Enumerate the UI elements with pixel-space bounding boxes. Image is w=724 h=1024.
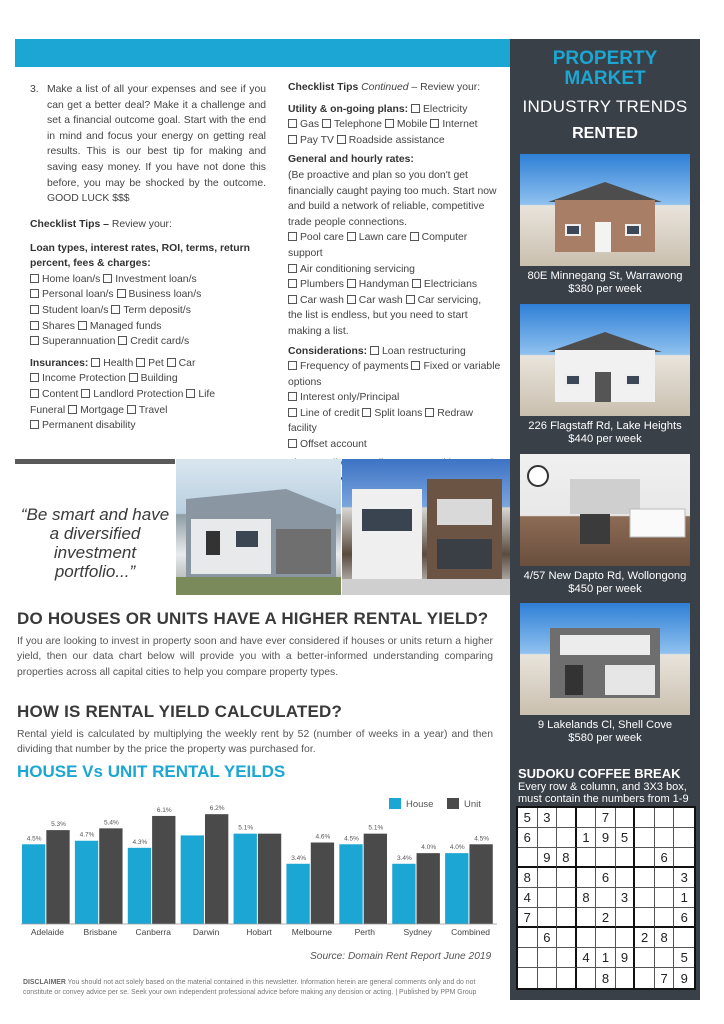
- category-label: Darwin: [192, 927, 220, 937]
- checkbox[interactable]: [30, 274, 39, 283]
- checkbox[interactable]: [30, 289, 39, 298]
- property-photo: [520, 603, 690, 715]
- sudoku-cell[interactable]: [557, 968, 577, 988]
- sudoku-cell[interactable]: [557, 928, 577, 948]
- checkbox[interactable]: [288, 279, 297, 288]
- sudoku-cell[interactable]: [616, 808, 636, 828]
- sudoku-cell[interactable]: [577, 928, 597, 948]
- tip-item-3: [30, 82, 266, 207]
- data-label: 4.5%: [26, 835, 42, 843]
- category-label: Perth: [354, 927, 375, 937]
- sudoku-cell[interactable]: [635, 908, 655, 928]
- sudoku-cell[interactable]: [616, 908, 636, 928]
- sudoku-grid[interactable]: [516, 806, 696, 990]
- sudoku-cell[interactable]: 9: [680, 970, 688, 986]
- disclaimer: DISCLAIMER You should not act solely based on the material contained in this newsletter. Information herein are general comments only and do not constitute or convey advice per se. Seek your own independent professional advice before making any decision or acting. | Published by PPM Group: [23, 979, 477, 996]
- bar-unit-melbourne: [311, 843, 334, 924]
- tip-text: Make a list of all your expenses and see if you can get a better deal? Make it a challenge and set a financial outcome goal. Start with the end in mind and focus your energy on getting real results. This is our best tip for making and saving easy money. If you have not done this before, you may be shocked by the outcome. GOOD LUCK $$$: [47, 84, 266, 205]
- checkbox[interactable]: [385, 119, 394, 128]
- property-caption: 9 Lakelands Cl, Shell Cove $580 per week: [537, 719, 673, 744]
- property-caption: 4/57 New Dapto Rd, Wollongong $450 per week: [523, 570, 687, 595]
- sudoku-cell[interactable]: 8: [655, 928, 675, 948]
- checkbox[interactable]: [127, 405, 136, 414]
- data-label: 5.1%: [238, 824, 254, 832]
- property-card: [520, 603, 690, 745]
- data-label: 4.7%: [79, 831, 95, 839]
- checkbox[interactable]: [430, 119, 439, 128]
- checkbox[interactable]: [111, 305, 120, 314]
- data-label: 4.0%: [421, 844, 437, 852]
- data-label: 3.4%: [291, 854, 307, 862]
- checkbox[interactable]: [412, 279, 421, 288]
- sudoku-cell[interactable]: 6: [538, 928, 558, 948]
- sudoku-cell[interactable]: [635, 968, 655, 988]
- considerations-list: Considerations: Loan restructuring Frequency of payments Fixed or variable options Interest only/Principal Line of credit Split loans Redraw facility Offset account: [288, 345, 501, 451]
- checkbox[interactable]: [118, 336, 127, 345]
- sudoku-cell[interactable]: 1: [674, 888, 694, 908]
- sudoku-cell[interactable]: [518, 948, 538, 968]
- checkbox[interactable]: [347, 232, 356, 241]
- sudoku-cell[interactable]: [635, 848, 655, 868]
- checkbox[interactable]: [30, 336, 39, 345]
- bar-unit-brisbane: [99, 828, 122, 924]
- checkbox[interactable]: [30, 321, 39, 330]
- data-label: 5.4%: [103, 819, 119, 827]
- sudoku-cell[interactable]: [538, 908, 558, 928]
- property-card: [520, 304, 690, 446]
- checkbox[interactable]: [288, 264, 297, 273]
- bar-unit-darwin: [205, 814, 228, 924]
- sudoku-cell[interactable]: [577, 968, 597, 988]
- sudoku-cell[interactable]: [635, 888, 655, 908]
- sudoku-cell[interactable]: [557, 888, 577, 908]
- bar-unit-sydney: [417, 853, 440, 924]
- checkbox[interactable]: [186, 389, 195, 398]
- bar-unit-canberra: [152, 816, 175, 924]
- sudoku-cell[interactable]: [616, 968, 636, 988]
- sudoku-cell[interactable]: [674, 808, 694, 828]
- sudoku-cell[interactable]: 2: [635, 928, 655, 948]
- bar-house-combined: [445, 853, 468, 924]
- section2-text: Rental yield is calculated by multiplying the weekly rent by 52 (number of weeks in a year) and then dividing that number by the price the property was purchased for.: [17, 729, 493, 756]
- category-label: Adelaide: [30, 927, 64, 937]
- sudoku-cell[interactable]: [655, 908, 675, 928]
- top-accent-bar: [15, 39, 510, 67]
- property-caption: 226 Flagstaff Rd, Lake Heights $440 per week: [528, 420, 682, 445]
- checkbox[interactable]: [411, 361, 420, 370]
- checkbox[interactable]: [370, 346, 379, 355]
- sudoku-cell[interactable]: [557, 868, 577, 888]
- checkbox[interactable]: [288, 392, 297, 401]
- sudoku-cell[interactable]: [577, 868, 597, 888]
- sidebar: [510, 39, 700, 1000]
- rental-yield-chart: [15, 786, 503, 938]
- category-label: Melbourne: [291, 927, 332, 937]
- data-label: 4.3%: [132, 838, 148, 846]
- checkbox[interactable]: [347, 279, 356, 288]
- property-photo: [520, 304, 690, 416]
- checkbox[interactable]: [103, 274, 112, 283]
- sudoku-cell[interactable]: [674, 828, 694, 848]
- sidebar-title: PROPERTY MARKET: [552, 48, 658, 89]
- data-label: 4.6%: [315, 833, 331, 841]
- bar-house-melbourne: [286, 864, 309, 924]
- sudoku-cell[interactable]: 3: [538, 808, 558, 828]
- sudoku-cell[interactable]: 6: [518, 828, 538, 848]
- sudoku-cell[interactable]: [518, 968, 538, 988]
- checkbox[interactable]: [410, 232, 419, 241]
- sudoku-cell[interactable]: 5: [616, 828, 636, 848]
- bar-house-adelaide: [22, 844, 45, 924]
- sudoku-cell[interactable]: 8: [518, 868, 538, 888]
- category-label: Combined: [451, 927, 490, 937]
- data-label: 6.1%: [156, 806, 172, 814]
- property-card: [520, 154, 690, 296]
- general-text: (Be proactive and plan so you don't get financially caught paying too much. Start now and build a network of reliable, competitive trade people connections.: [288, 169, 497, 228]
- sudoku-cell[interactable]: [655, 888, 675, 908]
- general-list: Pool care Lawn care Computer support Air conditioning servicing Plumbers Handyman Electricians Car wash Car wash Car servicing, the list is endless, but you need to start making a list.: [288, 232, 482, 337]
- sudoku-cell[interactable]: [518, 848, 538, 868]
- legend-swatch: [389, 798, 401, 809]
- sudoku-cell[interactable]: [655, 808, 675, 828]
- sudoku-cell[interactable]: 3: [674, 868, 694, 888]
- sudoku-title: SUDOKU COFFEE BREAK: [518, 766, 681, 781]
- property-photo: [520, 454, 690, 566]
- bar-house-hobart: [234, 834, 257, 924]
- property-photo: [520, 154, 690, 266]
- general-heading: General and hourly rates:: [288, 154, 414, 166]
- checkbox[interactable]: [347, 295, 356, 304]
- checkbox[interactable]: [337, 135, 346, 144]
- checkbox[interactable]: [362, 408, 371, 417]
- sudoku-cell[interactable]: [635, 808, 655, 828]
- bar-unit-combined: [469, 844, 492, 924]
- sudoku-cell[interactable]: [577, 908, 597, 928]
- sudoku-cell[interactable]: [674, 928, 694, 948]
- data-label: 6.2%: [209, 805, 225, 813]
- legend-swatch: [447, 798, 459, 809]
- checkbox[interactable]: [30, 420, 39, 429]
- sudoku-cell[interactable]: 4: [518, 888, 538, 908]
- data-label: 3.4%: [396, 854, 412, 862]
- sudoku-cell[interactable]: 8: [596, 968, 616, 988]
- bar-house-brisbane: [75, 841, 98, 924]
- checkbox[interactable]: [288, 232, 297, 241]
- sudoku-cell[interactable]: [635, 948, 655, 968]
- sudoku-cell[interactable]: 5: [674, 948, 694, 968]
- sudoku-cell[interactable]: [538, 868, 558, 888]
- sudoku-cell[interactable]: 7: [518, 908, 538, 928]
- sudoku-cell[interactable]: 9: [616, 948, 636, 968]
- checkbox[interactable]: [288, 361, 297, 370]
- sudoku-cell[interactable]: 1: [596, 948, 616, 968]
- data-label: 5.1%: [368, 824, 384, 832]
- category-label: Hobart: [246, 927, 272, 937]
- checkbox[interactable]: [411, 104, 420, 113]
- sudoku-cell[interactable]: 9: [538, 848, 558, 868]
- checkbox[interactable]: [406, 295, 415, 304]
- checklist-col2: Checklist Tips Continued – Review your: Utility & on-going plans: Electricity Gas Telephone Mobile Internet Pay TV Roadside assistance General and hourly rates: (Be proactive and plan so you don't get financially caught paying too much. Start now and build a network of reliable, competitive trade people connections. Pool care Lawn care Computer support Air conditioning servicing Plumbers Handyman Electricians Car wash Car wash Car servicing, the list is endless, but you need to start making a list. Considerations: Loan restructuring Frequency of payments Fixed or variable options Interest only/Principal Line of credit Split loans Redraw facility Offset account: [288, 80, 503, 483]
- category-label: Sydney: [403, 927, 432, 937]
- sudoku-cell[interactable]: [655, 828, 675, 848]
- checkbox[interactable]: [30, 305, 39, 314]
- sudoku-cell[interactable]: [538, 948, 558, 968]
- sudoku-cell[interactable]: [596, 848, 616, 868]
- sudoku-cell[interactable]: 6: [674, 908, 694, 928]
- sudoku-cell[interactable]: [538, 828, 558, 848]
- checkbox[interactable]: [78, 321, 87, 330]
- data-label: 5.3%: [51, 821, 66, 829]
- sudoku-cell[interactable]: [577, 808, 597, 828]
- sudoku-cell[interactable]: [655, 868, 675, 888]
- sudoku-cell[interactable]: 6: [596, 868, 616, 888]
- townhouse-photo: [342, 459, 510, 595]
- sudoku-cell[interactable]: 2: [596, 908, 616, 928]
- sudoku-cell[interactable]: [557, 908, 577, 928]
- house-photo: [176, 459, 341, 595]
- checkbox[interactable]: [425, 408, 434, 417]
- property-caption: 80E Minnegang St, Warrawong $380 per week: [527, 270, 683, 295]
- sudoku-cell[interactable]: [616, 928, 636, 948]
- checkbox[interactable]: [129, 373, 138, 382]
- sudoku-cell[interactable]: [538, 888, 558, 908]
- checkbox[interactable]: [167, 358, 176, 367]
- checkbox[interactable]: [81, 389, 90, 398]
- legend-label: Unit: [464, 799, 481, 810]
- checkbox[interactable]: [136, 358, 145, 367]
- divider-bar: [15, 459, 175, 464]
- legend-label: House: [406, 799, 434, 810]
- sudoku-cell[interactable]: [674, 848, 694, 868]
- sudoku-cell[interactable]: [635, 828, 655, 848]
- data-label: 4.0%: [449, 844, 465, 852]
- category-label: Canberra: [135, 927, 171, 937]
- pull-quote: “Be smart and have a diversified investment portfolio...”: [20, 505, 170, 581]
- bar-house-canberra: [128, 848, 151, 924]
- data-label: 4.5%: [344, 835, 359, 843]
- sudoku-cell[interactable]: [577, 848, 597, 868]
- checkbox[interactable]: [288, 408, 297, 417]
- bar-unit-hobart: [258, 834, 281, 924]
- sudoku-cell[interactable]: [557, 808, 577, 828]
- sudoku-description: Every row & column, and 3X3 box, must contain the numbers from 1-9: [518, 781, 689, 805]
- sudoku-cell[interactable]: [596, 928, 616, 948]
- checkbox[interactable]: [288, 135, 297, 144]
- sudoku-cell[interactable]: 8: [577, 888, 597, 908]
- property-card: [520, 454, 690, 596]
- bar-unit-adelaide: [46, 830, 69, 924]
- sudoku-cell[interactable]: [616, 868, 636, 888]
- sidebar-subtitle: INDUSTRY TRENDS: [522, 97, 688, 116]
- checkbox[interactable]: [322, 119, 331, 128]
- sudoku-cell[interactable]: 5: [518, 808, 538, 828]
- checkbox[interactable]: [68, 405, 77, 414]
- sudoku-cell[interactable]: [557, 948, 577, 968]
- sudoku-cell[interactable]: 8: [557, 848, 577, 868]
- section1-heading: DO HOUSES OR UNITS HAVE A HIGHER RENTAL YIELD?: [17, 609, 489, 628]
- bar-house-darwin: [181, 835, 204, 924]
- bar-house-perth: [339, 844, 362, 924]
- sudoku-cell[interactable]: [557, 828, 577, 848]
- checklist-col1: Checklist Tips – Review your: Loan types, interest rates, ROI, terms, return percent, fees & charges: Home loan/s Investment loan/s Personal loan/s Business loan/s Student loan/s Term deposit/s Shares Managed funds Superannuation Credit card/s Insurances: Health Pet Car Income Protection Building Content Landlord Protection Life Funeral Mortgage Travel Permanent disability: [30, 217, 270, 434]
- category-label: Brisbane: [83, 927, 118, 937]
- bar-unit-perth: [364, 834, 387, 924]
- sudoku-cell[interactable]: [635, 868, 655, 888]
- loans-list: Home loan/s Investment loan/s Personal loan/s Business loan/s Student loan/s Term deposit/s Shares Managed funds Superannuation Credit card/s: [30, 272, 270, 350]
- checkbox[interactable]: [30, 373, 39, 382]
- checkbox[interactable]: [30, 389, 39, 398]
- sudoku-cell[interactable]: 4: [577, 948, 597, 968]
- sudoku-cell[interactable]: 7: [596, 808, 616, 828]
- loans-heading: Loan types, interest rates, ROI, terms, return percent, fees & charges:: [30, 242, 250, 270]
- sudoku-cell[interactable]: 6: [655, 848, 675, 868]
- sudoku-cell[interactable]: [538, 968, 558, 988]
- sudoku-cell[interactable]: 1: [577, 828, 597, 848]
- checkbox[interactable]: [91, 358, 100, 367]
- tip-number: 3.: [30, 84, 39, 95]
- section1-text: If you are looking to invest in property soon and have ever considered if houses or units return a higher yield, then our data chart below will provide you with a better-informed understanding comparing properties across all capital cities to help you compare property types.: [17, 636, 493, 678]
- sudoku-cell[interactable]: [596, 888, 616, 908]
- utility-list: Utility & on-going plans: Electricity Gas Telephone Mobile Internet Pay TV Roadside assistance: [288, 103, 478, 146]
- sudoku-cell[interactable]: [655, 948, 675, 968]
- sudoku-cell[interactable]: [518, 928, 538, 948]
- bar-house-sydney: [392, 864, 415, 924]
- data-label: 4.5%: [474, 835, 490, 843]
- chart-title: HOUSE Vs UNIT RENTAL YEILDS: [17, 762, 286, 781]
- section2-heading: HOW IS RENTAL YIELD CALCULATED?: [17, 702, 343, 721]
- sudoku-cell[interactable]: 7: [655, 968, 675, 988]
- checkbox[interactable]: [288, 439, 297, 448]
- checkbox[interactable]: [288, 119, 297, 128]
- insurances-list: Insurances: Health Pet Car Income Protection Building Content Landlord Protection Life Funeral Mortgage Travel Permanent disability: [30, 357, 216, 432]
- checkbox[interactable]: [117, 289, 126, 298]
- checkbox[interactable]: [288, 295, 297, 304]
- sudoku-cell[interactable]: 3: [616, 888, 636, 908]
- sudoku-cell[interactable]: 9: [596, 828, 616, 848]
- rented-heading: RENTED: [572, 125, 638, 142]
- sudoku-cell[interactable]: [616, 848, 636, 868]
- chart-source: Source: Domain Rent Report June 2019: [310, 951, 492, 962]
